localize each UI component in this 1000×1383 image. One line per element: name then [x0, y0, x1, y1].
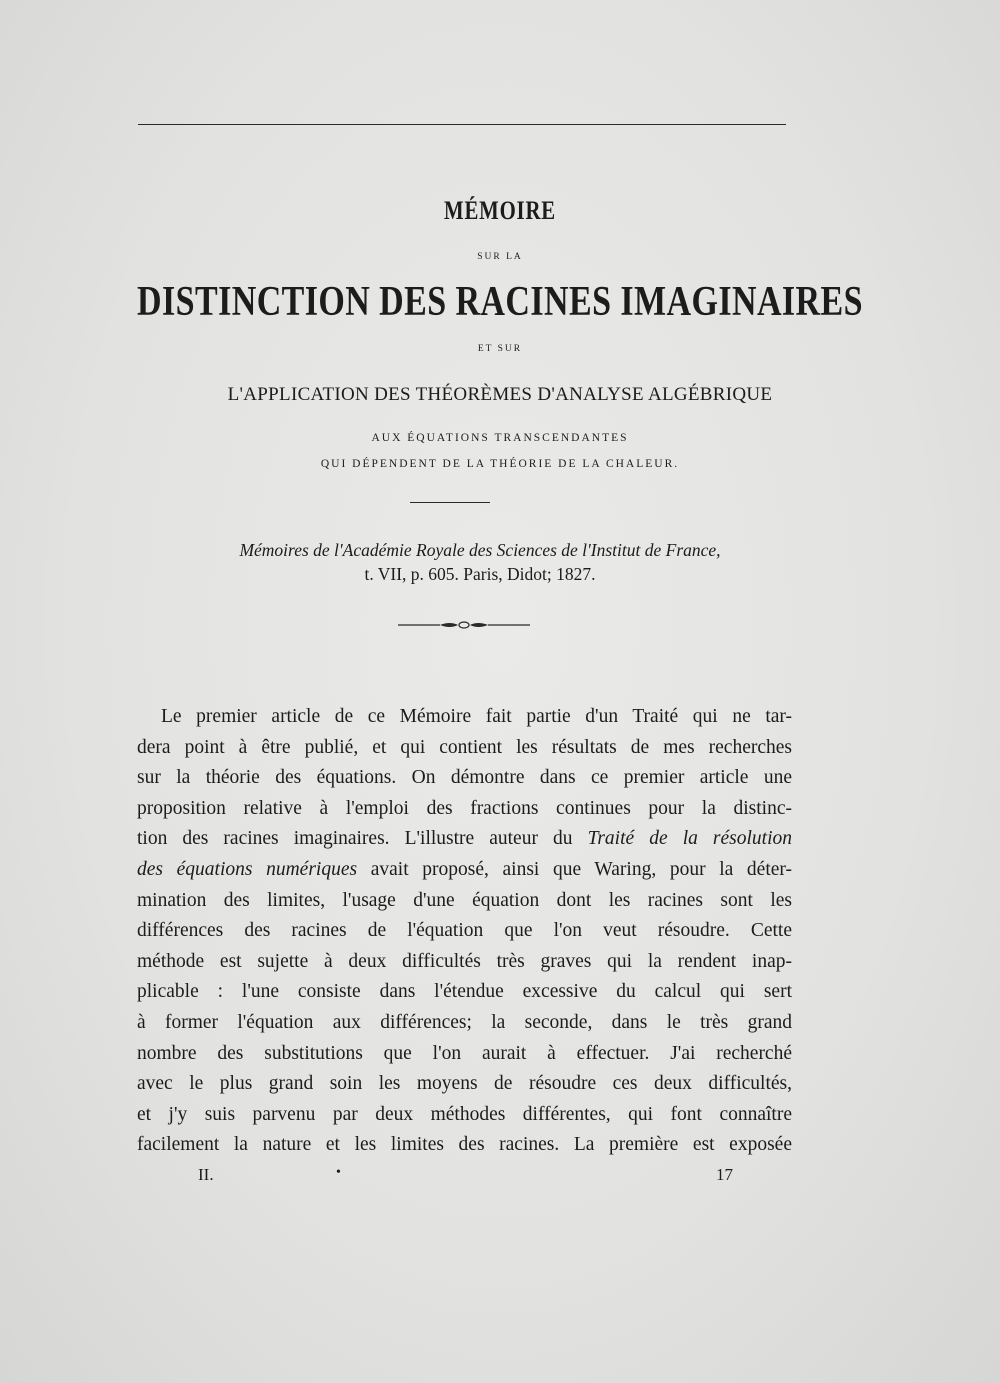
body-line: mination des limites, l'usage d'une équation dont les racines sont les — [137, 889, 792, 911]
body-line: tion des racines imaginaires. L'illustre auteur du Traité de la résolution — [137, 828, 792, 850]
body-line: méthode est sujette à deux difficultés très graves qui la rendent inap- — [137, 950, 792, 972]
subtitle-line-2: AUX ÉQUATIONS TRANSCENDANTES — [371, 432, 629, 444]
subtitle: L'APPLICATION DES THÉORÈMES D'ANALYSE ALGÉBRIQUE — [227, 384, 773, 405]
header-rule — [138, 124, 786, 125]
book-title-italic: Traité de la résolution — [587, 828, 792, 850]
body-line: à former l'équation aux différences; la seconde, dans le très grand — [137, 1011, 792, 1033]
subtitle-line-3: QUI DÉPENDENT DE LA THÉORIE DE LA CHALEUR. — [320, 458, 680, 470]
memoir-label: MÉMOIRE — [444, 196, 556, 225]
conjunction-sur-la: SUR LA — [477, 252, 523, 262]
body-line: proposition relative à l'emploi des fractions continues pour la distinc- — [137, 797, 792, 819]
book-title-italic: des équations numériques — [137, 858, 358, 880]
body-line: nombre des substitutions que l'on aurait à effectuer. J'ai recherché — [137, 1042, 792, 1064]
page-number: 17 — [716, 1165, 733, 1184]
body-line: plicable : l'une consiste dans l'étendue excessive du calcul qui sert — [137, 981, 792, 1003]
body-line: et j'y suis parvenu par deux méthodes différentes, qui font connaître — [137, 1103, 792, 1125]
body-line: dera point à être publié, et qui contient les résultats de mes recherches — [137, 736, 792, 758]
body-line: avec le plus grand soin les moyens de résoudre ces deux difficultés, — [137, 1073, 792, 1095]
conjunction-et-sur: ET SUR — [477, 344, 523, 354]
body-paragraph — [137, 702, 792, 1161]
footer-dot: • — [336, 1165, 341, 1180]
citation-line-2: t. VII, p. 605. Paris, Didot; 1827. — [364, 564, 596, 584]
ornament-divider — [398, 618, 530, 632]
body-line: Le premier article de ce Mémoire fait partie d'un Traité qui ne tar- — [161, 706, 792, 727]
body-line: différences des racines de l'équation que l'on veut résoudre. Cette — [137, 920, 792, 942]
body-line: facilement la nature et les limites des racines. La première est exposée — [137, 1134, 792, 1156]
section-rule — [410, 502, 490, 503]
main-title: DISTINCTION DES RACINES IMAGINAIRES — [137, 279, 863, 325]
body-line: sur la théorie des équations. On démontre dans ce premier article une — [137, 767, 792, 789]
citation-line-1: Mémoires de l'Académie Royale des Sciences de l'Institut de France, — [239, 540, 721, 560]
signature-mark: II. — [198, 1165, 214, 1184]
body-line: des équations numériques avait proposé, ainsi que Waring, pour la déter- — [137, 858, 792, 880]
